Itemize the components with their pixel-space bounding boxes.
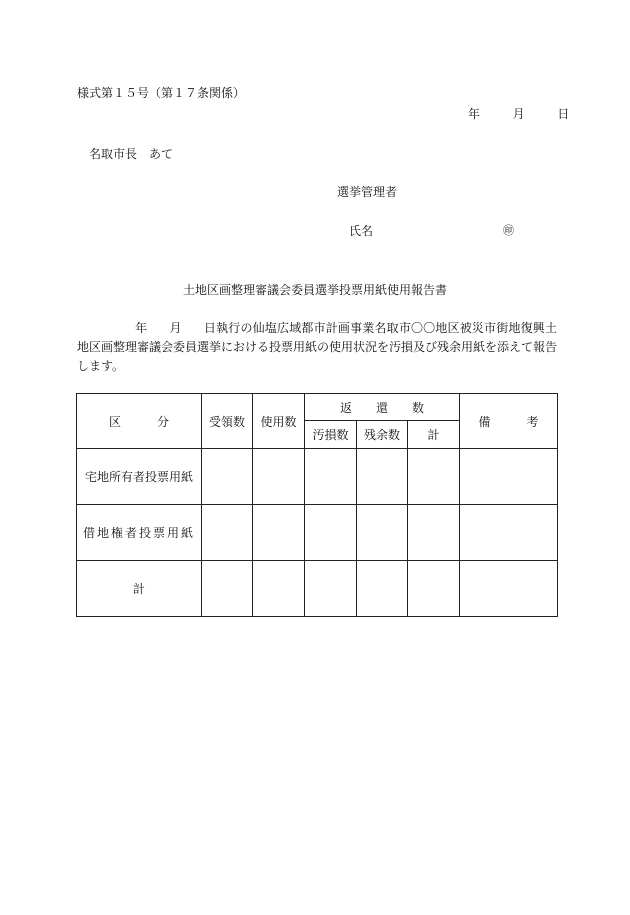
header-remarks: 備 考 [460,394,558,449]
date-year: 年 [468,107,481,121]
table-row [77,449,558,505]
header-returned: 返 還 数 [305,394,460,421]
cell-returned-total [408,449,460,505]
date-line [468,105,569,122]
body-year: 年 [135,321,148,335]
cell-remarks [460,449,558,505]
cell-soiled [305,505,357,561]
header-category: 区 分 [77,394,202,449]
row-label: 借地権者投票用紙 [77,505,202,561]
cell-received [202,561,253,617]
cell-returned-total [408,505,460,561]
addressee: 名取市長 あて [89,147,174,161]
body-month: 月 [169,321,182,335]
name-label: 氏名 [349,224,374,238]
cell-received [202,505,253,561]
document-title: 土地区画整理審議会委員選挙投票用紙使用報告書 [182,283,447,297]
report-table [76,393,558,617]
table-row [77,505,558,561]
header-received: 受領数 [202,394,253,449]
cell-soiled [305,449,357,505]
row-label: 宅地所有者投票用紙 [77,449,202,505]
cell-used [253,561,305,617]
header-remaining: 残余数 [357,421,408,449]
cell-received [202,449,253,505]
cell-returned-total [408,561,460,617]
seal-mark: ㊞ [503,224,514,237]
cell-used [253,505,305,561]
table-row [77,561,558,617]
cell-soiled [305,561,357,617]
date-month: 月 [512,107,525,121]
cell-remarks [460,505,558,561]
header-soiled: 汚損数 [305,421,357,449]
header-returned-total: 計 [408,421,460,449]
cell-remaining [357,505,408,561]
cell-remaining [357,449,408,505]
manager-label: 選挙管理者 [337,185,398,199]
body-text: 日執行の仙塩広域都市計画事業名取市〇〇地区被災市街地復興土地区画整理審議会委員選挙における投票用紙の使用状況を汚損及び残余用紙を添えて報告します。 [77,321,558,373]
row-label: 計 [77,561,202,617]
date-day: 日 [557,107,570,121]
header-used: 使用数 [253,394,305,449]
cell-remaining [357,561,408,617]
form-number: 様式第１５号（第１７条関係） [77,86,246,100]
cell-remarks [460,561,558,617]
body-paragraph [77,319,557,376]
cell-used [253,449,305,505]
